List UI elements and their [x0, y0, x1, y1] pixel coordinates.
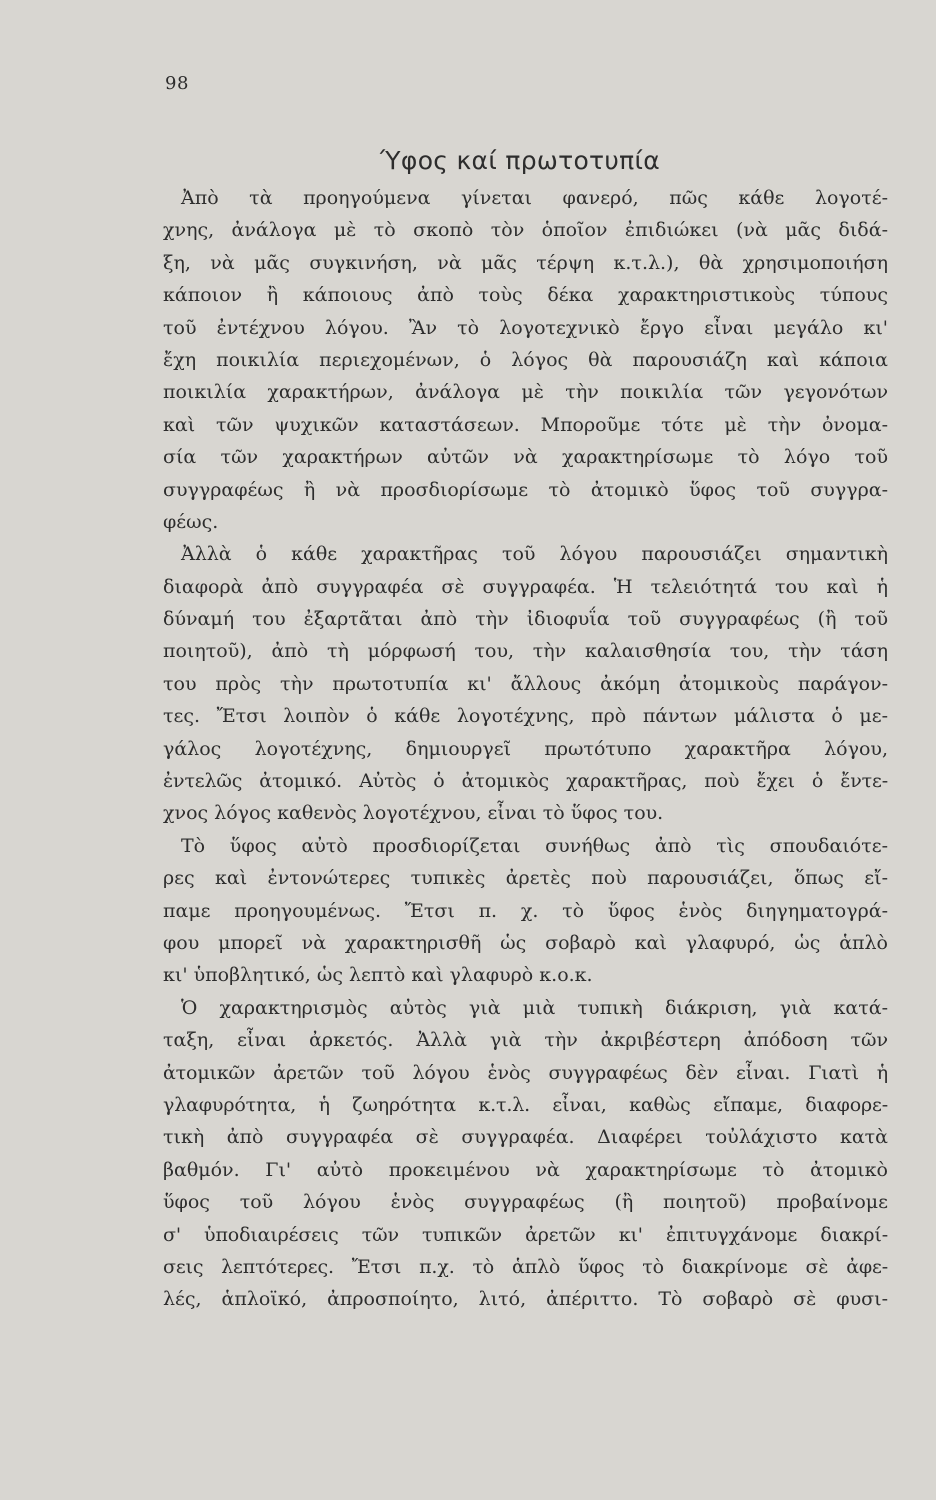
text-line: ρες καὶ ἐντονώτερες τυπικὲς ἀρετὲς ποὺ παρουσιάζει, ὅπως εἴ- [163, 867, 888, 890]
text-line: τικὴ ἀπὸ συγγραφέα σὲ συγγραφέα. Διαφέρει τοὐλάχιστο κατὰ [163, 1126, 888, 1149]
text-line: γάλος λογοτέχνης, δημιουργεῖ πρωτότυπο χαρακτῆρα λόγου, [163, 737, 888, 760]
text-line: κι' ὑποβλητικό, ὡς λεπτὸ καὶ γλαφυρὸ κ.ο.κ. [163, 964, 593, 987]
text-line: λές, ἁπλοϊκό, ἀπροσποίητο, λιτό, ἀπέριττο. Τὸ σοβαρὸ σὲ φυσι- [163, 1288, 888, 1311]
text-line: φέως. [163, 510, 219, 533]
text-line: παμε προηγουμένως. Ἔτσι π. χ. τὸ ὕφος ἑνὸς διηγηματογρά- [163, 899, 888, 922]
text-line: ξη, νὰ μᾶς συγκινήση, νὰ μᾶς τέρψη κ.τ.λ.), θὰ χρησιμοποιήση [163, 251, 888, 274]
text-line: ποικιλία χαρακτήρων, ἀνάλογα μὲ τὴν ποικιλία τῶν γεγονότων [163, 381, 888, 404]
text-line: συγγραφέως ἢ νὰ προσδιορίσωμε τὸ ἀτομικὸ ὕφος τοῦ συγγρα- [163, 478, 888, 501]
text-line: του πρὸς τὴν πρωτοτυπία κι' ἄλλους ἀκόμη ἀτομικοὺς παράγον- [163, 672, 888, 695]
text-line: φου μπορεῖ νὰ χαρακτηρισθῆ ὡς σοβαρὸ καὶ γλαφυρό, ὡς ἁπλὸ [163, 931, 888, 954]
text-line: ἔχη ποικιλία περιεχομένων, ὁ λόγος θὰ παρουσιάζη καὶ κάποια [163, 348, 888, 371]
text-line: Τὸ ὕφος αὐτὸ προσδιορίζεται συνήθως ἀπὸ τὶς σπουδαιότε- [181, 834, 888, 857]
text-line: ἀτομικῶν ἀρετῶν τοῦ λόγου ἑνὸς συγγραφέως δὲν εἶναι. Γιατὶ ἡ [163, 1061, 888, 1084]
text-line: βαθμόν. Γι' αὐτὸ προκειμένου νὰ χαρακτηρίσωμε τὸ ἀτομικὸ [163, 1158, 888, 1181]
text-line: χνης, ἀνάλογα μὲ τὸ σκοπὸ τὸν ὁποῖον ἐπιδιώκει (νὰ μᾶς διδά- [163, 219, 888, 242]
text-line: χνος λόγος καθενὸς λογοτέχνου, εἶναι τὸ ὕφος του. [163, 802, 664, 825]
text-line: σεις λεπτότερες. Ἔτσι π.χ. τὸ ἁπλὸ ὕφος τὸ διακρίνομε σὲ ἀφε- [163, 1255, 888, 1278]
text-line: Ἀπὸ τὰ προηγούμενα γίνεται φανερό, πῶς κάθε λογοτέ- [181, 187, 888, 209]
text-line: ποιητοῦ), ἀπὸ τὴ μόρφωσή του, τὴν καλαισθησία του, τὴν τάση [163, 640, 888, 663]
text-line: ὕφος τοῦ λόγου ἑνὸς συγγραφέως (ἢ ποιητοῦ) προβαίνομε [163, 1191, 888, 1214]
text-line: τες. Ἔτσι λοιπὸν ὁ κάθε λογοτέχνης, πρὸ πάντων μάλιστα ὁ με- [163, 705, 888, 728]
text-line: σία τῶν χαρακτήρων αὐτῶν νὰ χαρακτηρίσωμε τὸ λόγο τοῦ [163, 446, 888, 469]
text-line: ταξη, εἶναι ἀρκετός. Ἀλλὰ γιὰ τὴν ἀκριβέστερη ἀπόδοση τῶν [163, 1029, 888, 1052]
text-line: κάποιον ἢ κάποιους ἀπὸ τοὺς δέκα χαρακτηριστικοὺς τύπους [163, 284, 888, 307]
text-line: διαφορὰ ἀπὸ συγγραφέα σὲ συγγραφέα. Ἡ τελειότητά του καὶ ἡ [163, 575, 888, 598]
body-text [163, 182, 888, 1316]
text-line: τοῦ ἐντέχνου λόγου. Ἂν τὸ λογοτεχνικὸ ἔργο εἶναι μεγάλο κι' [163, 316, 888, 339]
text-line: καὶ τῶν ψυχικῶν καταστάσεων. Μποροῦμε τότε μὲ τὴν ὀνομα- [163, 413, 888, 436]
text-line: σ' ὑποδιαιρέσεις τῶν τυπικῶν ἀρετῶν κι' ἐπιτυγχάνομε διακρί- [163, 1223, 888, 1246]
text-line: Ὁ χαρακτηρισμὸς αὐτὸς γιὰ μιὰ τυπικὴ διάκριση, γιὰ κατά- [181, 996, 888, 1019]
text-line: ἐντελῶς ἀτομικό. Αὐτὸς ὁ ἀτομικὸς χαρακτῆρας, ποὺ ἔχει ὁ ἔντε- [163, 770, 888, 793]
page-number: 98 [165, 73, 189, 94]
text-line: Ἀλλὰ ὁ κάθε χαρακτῆρας τοῦ λόγου παρουσιάζει σημαντικὴ [181, 543, 888, 566]
chapter-title: Ύφος καί πρωτοτυπία [380, 146, 661, 175]
text-line: γλαφυρότητα, ἡ ζωηρότητα κ.τ.λ. εἶναι, καθὼς εἴπαμε, διαφορε- [163, 1093, 888, 1116]
text-line: δύναμή του ἐξαρτᾶται ἀπὸ τὴν ἰδιοφυΐα τοῦ συγγραφέως (ἢ τοῦ [163, 608, 888, 631]
